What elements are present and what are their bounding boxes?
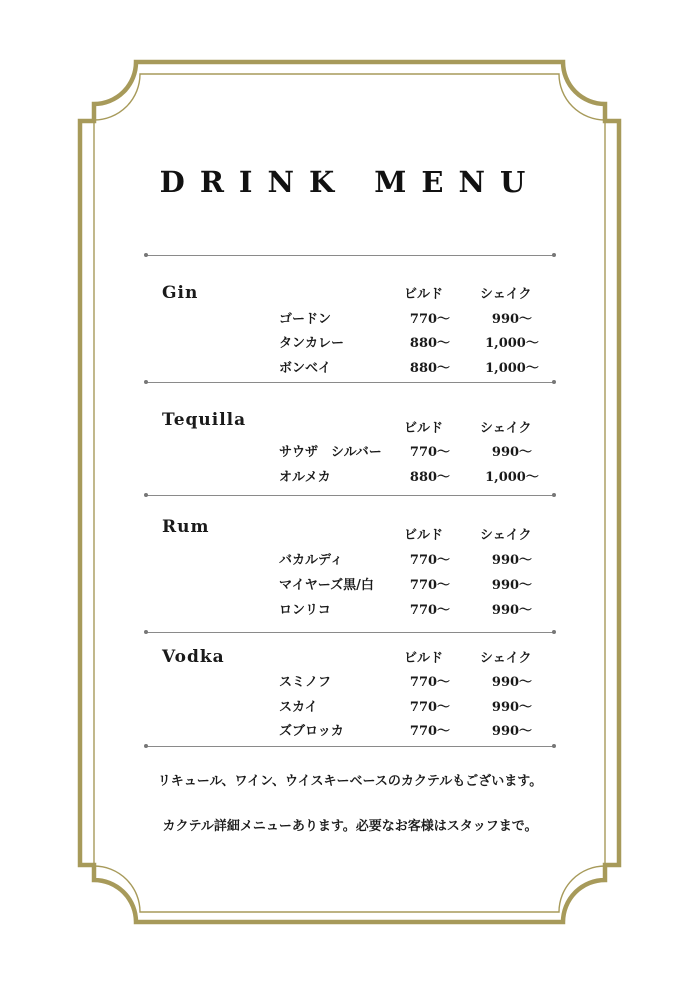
item-name: ズブロッカ [279, 724, 344, 739]
item-shake-price: 990〜 [491, 675, 533, 690]
item-name: サウザ シルバー [279, 445, 382, 460]
note-detail-menu: カクテル詳細メニューあります。必要なお客様はスタッフまで。 [162, 819, 538, 834]
category-gin: Gin [162, 283, 199, 303]
item-name: ボンベイ [279, 361, 332, 376]
header-build: ビルド [404, 651, 444, 666]
item-shake-price: 990〜 [491, 578, 533, 593]
header-build: ビルド [404, 421, 444, 436]
item-name: ゴードン [279, 312, 332, 327]
item-name: オルメカ [279, 470, 331, 485]
item-build-price: 880〜 [409, 470, 451, 485]
header-shake: シェイク [480, 651, 532, 666]
item-build-price: 770〜 [409, 724, 451, 739]
item-name: ロンリコ [279, 603, 331, 618]
section-divider [147, 632, 553, 633]
item-build-price: 770〜 [409, 445, 451, 460]
header-shake: シェイク [480, 287, 532, 302]
item-shake-price: 990〜 [491, 700, 533, 715]
header-shake: シェイク [480, 421, 532, 436]
category-rum: Rum [162, 517, 210, 537]
section-divider [147, 495, 553, 496]
header-build: ビルド [404, 528, 444, 543]
header-shake: シェイク [480, 528, 532, 543]
section-divider [147, 746, 553, 747]
item-build-price: 770〜 [409, 578, 451, 593]
item-shake-price: 1,000〜 [485, 361, 539, 376]
header-build: ビルド [404, 287, 444, 302]
item-name: バカルディ [279, 553, 343, 568]
item-build-price: 880〜 [409, 361, 451, 376]
category-tequilla: Tequilla [162, 410, 247, 430]
item-shake-price: 990〜 [491, 312, 533, 327]
note-liqueur: リキュール、ワイン、ウイスキーベースのカクテルもございます。 [157, 774, 543, 789]
item-build-price: 770〜 [409, 553, 451, 568]
item-shake-price: 990〜 [491, 724, 533, 739]
item-build-price: 770〜 [409, 675, 451, 690]
item-build-price: 770〜 [409, 700, 451, 715]
item-shake-price: 1,000〜 [485, 336, 539, 351]
item-shake-price: 1,000〜 [485, 470, 539, 485]
category-vodka: Vodka [162, 647, 225, 667]
item-build-price: 770〜 [409, 312, 451, 327]
item-shake-price: 990〜 [491, 445, 533, 460]
item-name: スミノフ [279, 675, 332, 690]
item-build-price: 880〜 [409, 336, 451, 351]
item-build-price: 770〜 [409, 603, 451, 618]
item-name: マイヤーズ黒/白 [279, 578, 374, 593]
section-divider [147, 382, 553, 383]
item-name: タンカレー [279, 336, 345, 351]
item-name: スカイ [279, 700, 318, 715]
section-divider [147, 255, 553, 256]
menu-title: DRINK MENU [159, 165, 541, 199]
item-shake-price: 990〜 [491, 603, 533, 618]
item-shake-price: 990〜 [491, 553, 533, 568]
